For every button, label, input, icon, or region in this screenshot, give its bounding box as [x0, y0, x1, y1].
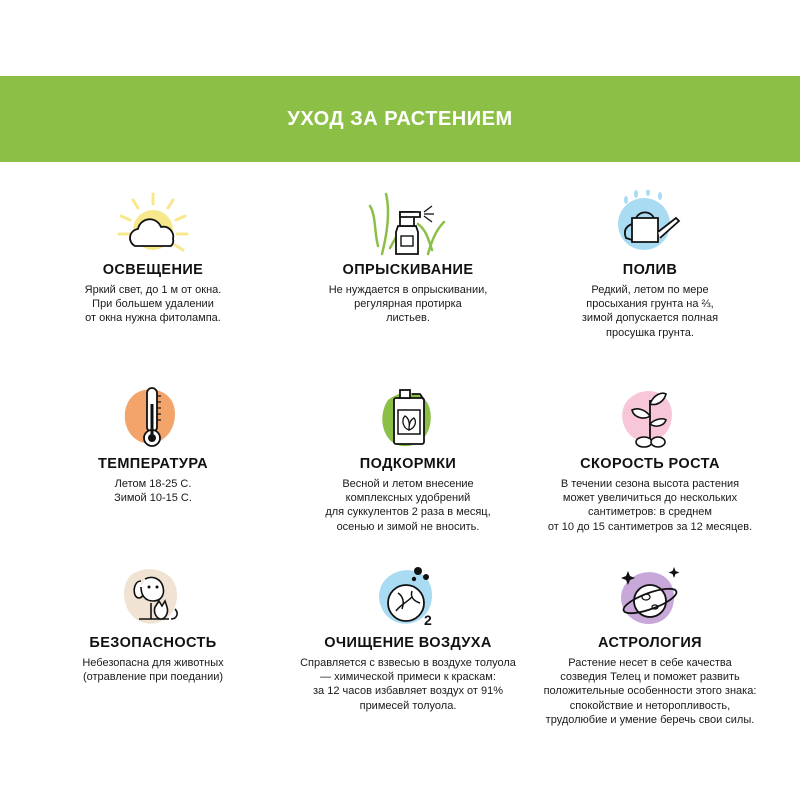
card-temperature — [23, 384, 283, 505]
card-growth-rate — [520, 384, 780, 534]
svg-text:2: 2 — [424, 612, 432, 628]
card-lighting — [23, 190, 283, 326]
pet-safety-icon — [113, 563, 193, 631]
air-purification-icon — [368, 563, 448, 631]
card-text: Весной и летом внесение комплексных удобрений для суккулентов 2 раза в месяц, осенью и зимой не вносить. — [325, 478, 491, 533]
card-text: Летом 18-25 С. Зимой 10-15 С. — [114, 478, 192, 505]
card-safety — [23, 563, 283, 684]
card-air-purification — [278, 563, 538, 713]
card-watering — [520, 190, 780, 340]
card-title: ОПРЫСКИВАНИЕ — [342, 262, 474, 278]
spray-bottle-icon — [368, 190, 448, 258]
card-astrology — [520, 563, 780, 727]
watering-can-icon — [610, 190, 690, 258]
card-title: АСТРОЛОГИЯ — [598, 635, 702, 651]
planet-icon — [610, 563, 690, 631]
card-title: ТЕМПЕРАТУРА — [98, 456, 208, 472]
sun-cloud-icon — [113, 190, 193, 258]
card-text: Небезопасна для животных (отравление при поедании) — [82, 657, 224, 684]
card-text: Редкий, летом по мере просыхания грунта на ⅔, зимой допускается полная просушка грунта. — [581, 284, 719, 339]
card-title: БЕЗОПАСНОСТЬ — [89, 635, 217, 651]
page-title: УХОД ЗА РАСТЕНИЕМ — [287, 107, 513, 130]
card-title: ОСВЕЩЕНИЕ — [102, 262, 204, 278]
card-title: СКОРОСТЬ РОСТА — [580, 456, 720, 472]
card-text: Справляется с взвесью в воздухе толуола — химической примеси к краскам: за 12 часов избавляет воздух от 91% примесей толуола. — [300, 657, 516, 712]
sprout-icon — [610, 384, 690, 452]
thermometer-icon — [113, 384, 193, 452]
header-banner — [0, 76, 800, 162]
card-fertilizing — [278, 384, 538, 534]
card-title: ПОЛИВ — [622, 262, 678, 278]
card-text: Не нуждается в опрыскивании, регулярная протирка листьев. — [328, 284, 488, 325]
fertilizer-canister-icon — [368, 384, 448, 452]
card-title: ОЧИЩЕНИЕ ВОЗДУХА — [324, 635, 492, 651]
card-text: В течении сезона высота растения может увеличиться до нескольких сантиметров: в среднем от 10 до 15 сантиметров за 12 месяцев. — [547, 478, 753, 533]
card-text: Растение несет в себе качества созведия Телец и поможет развить положительные особенности этого знака: спокойствие и неторопливость, трудолюбие и умение беречь свои силы. — [543, 657, 757, 726]
card-spraying — [278, 190, 538, 326]
card-text: Яркий свет, до 1 м от окна. При большем удалении от окна нужна фитолампа. — [84, 284, 222, 325]
card-title: ПОДКОРМКИ — [359, 456, 457, 472]
